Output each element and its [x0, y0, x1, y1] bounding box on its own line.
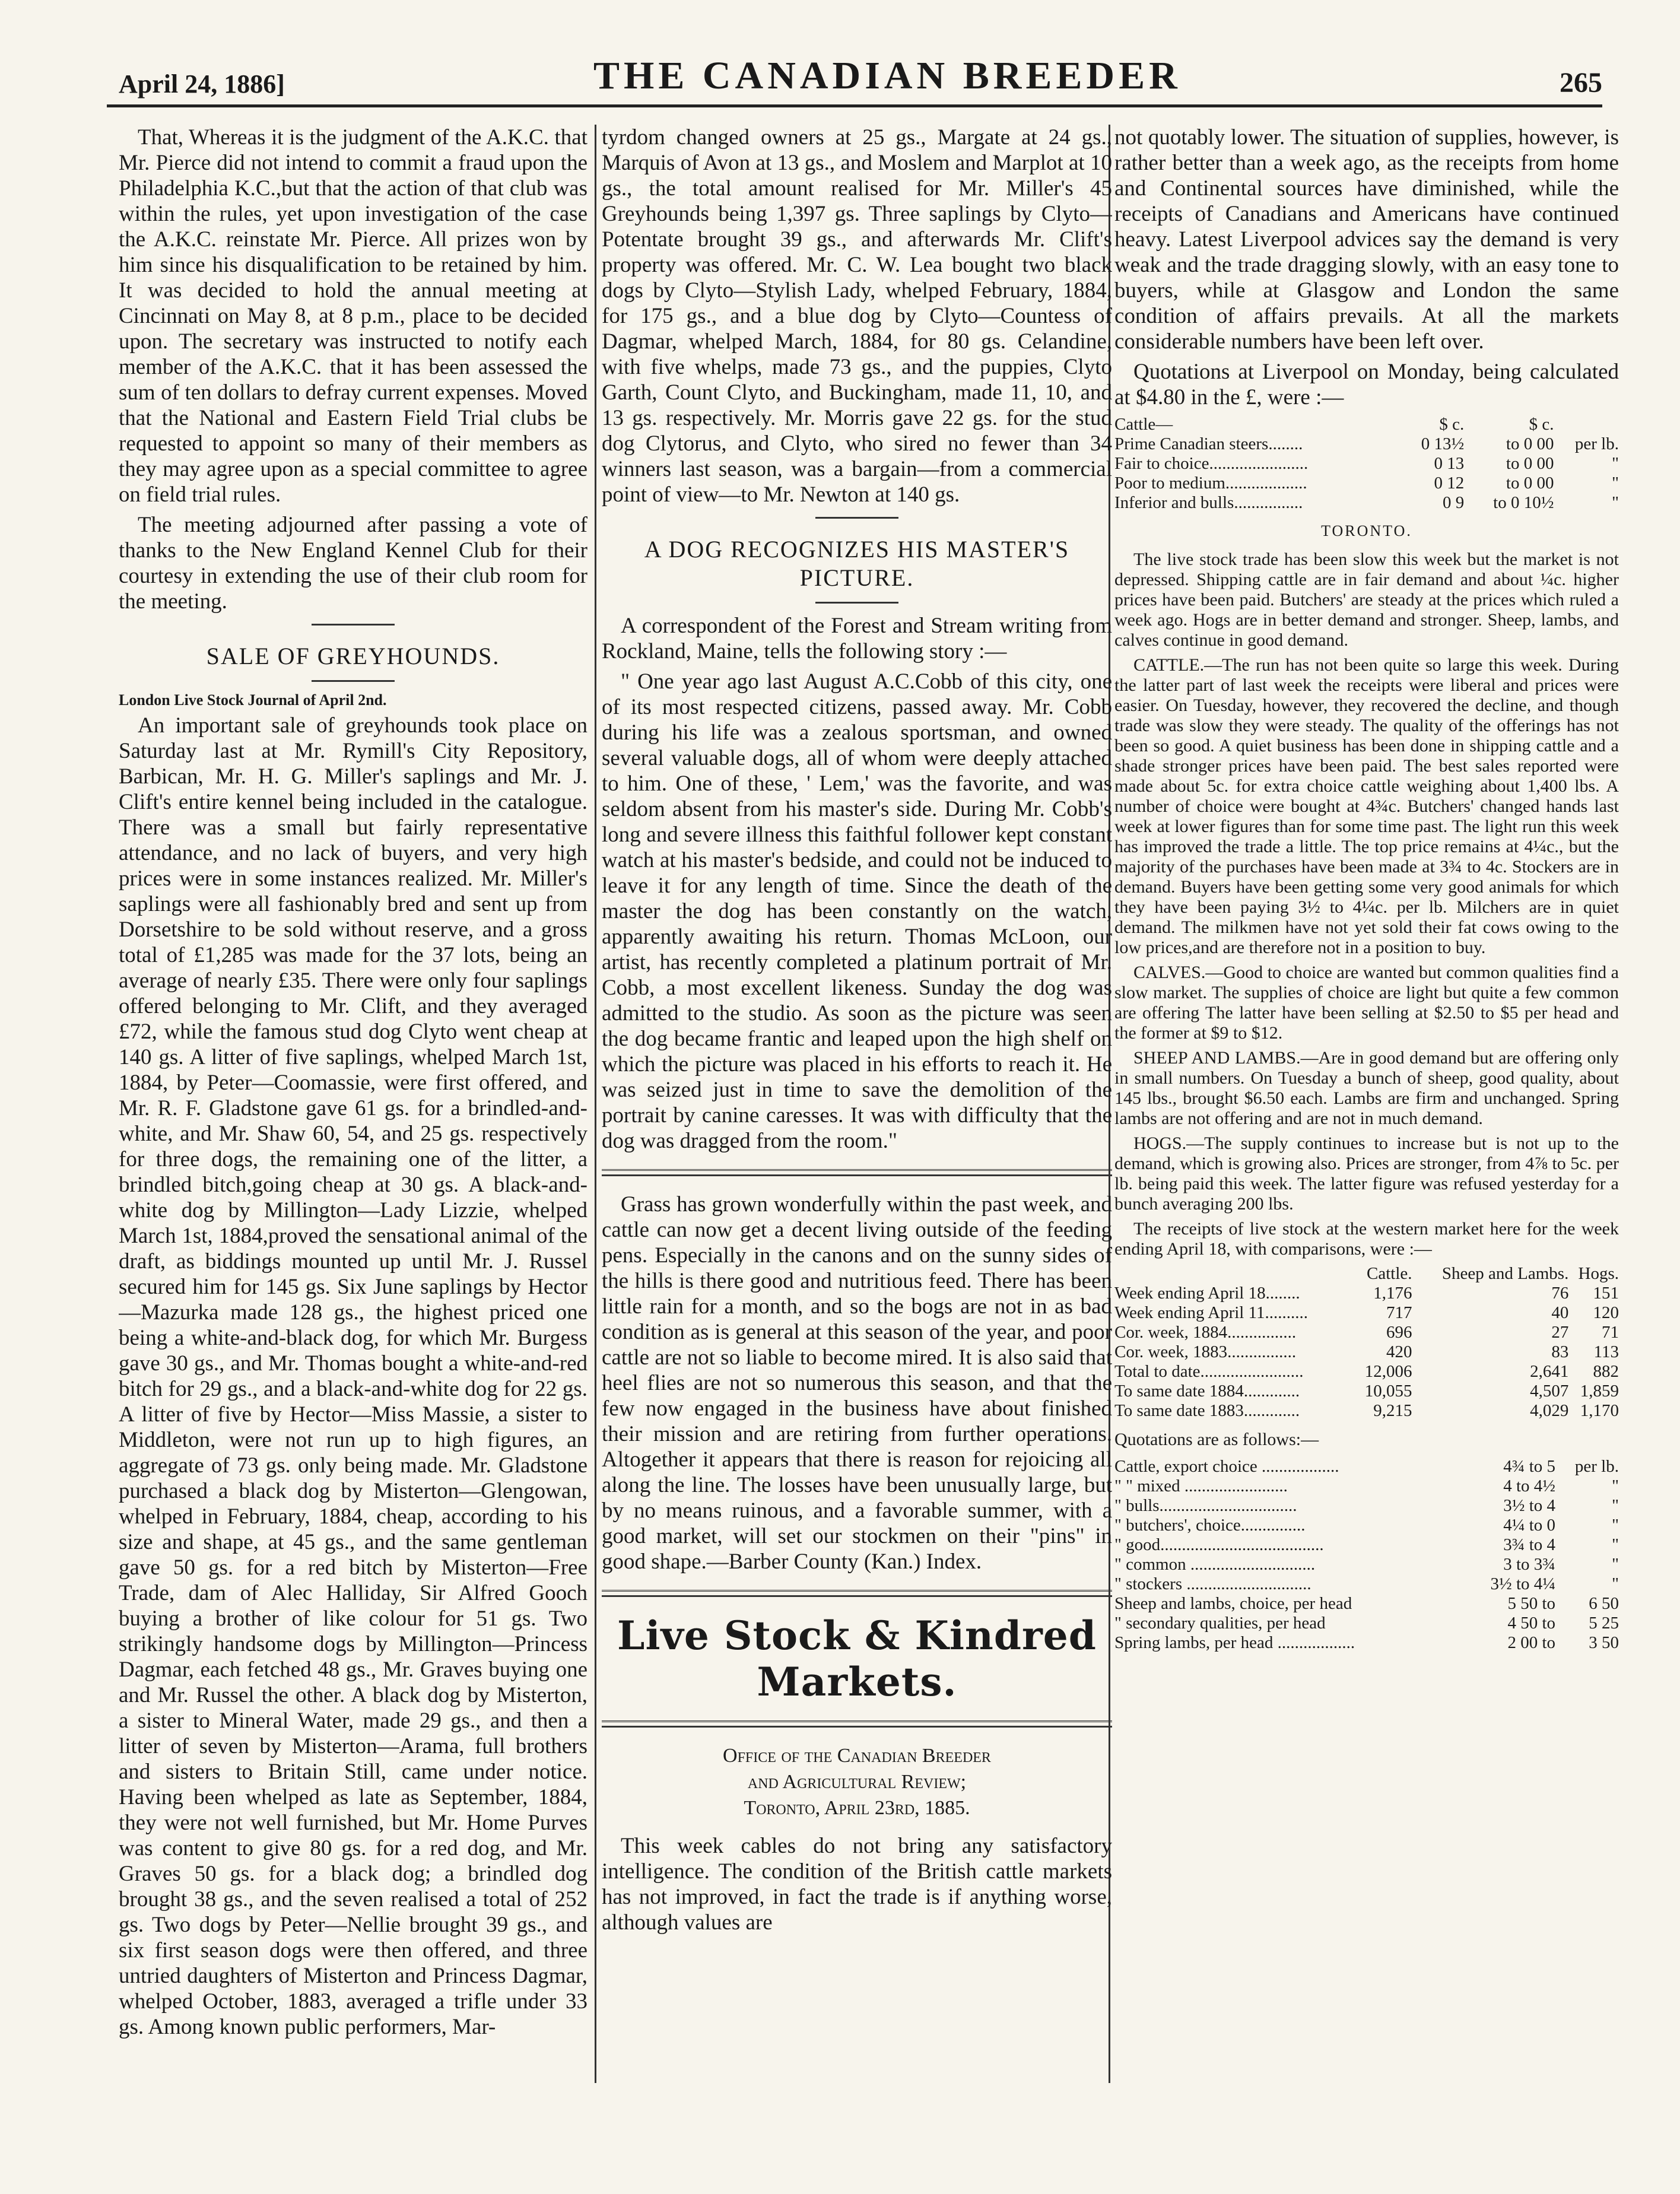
article-heading-greyhounds: SALE OF GREYHOUNDS. — [206, 643, 500, 669]
table-cell: 4¾ to 5 — [1503, 1457, 1556, 1476]
masthead-title: THE CANADIAN BREEDER — [593, 54, 1182, 97]
table-row — [1114, 1284, 1619, 1303]
grass-paragraph: Grass has grown wonderfully within the past week, and cattle can now get a decent living outside of the feeding pens. Especially in the canons and on the sunny sides of the hills is there good and nutritious feed. There has been little rain for a month, and so the bogs are not in as bad condition as is general at this season of the year, and poor cattle are not so liable to become mired. It is also said that heel flies are not so numerous this season, and that the few now engaged in the business have about finished their mission and are retiring from further operations. Altogether it appears that there is reason for rejoicing all along the line. The losses have been unusually large, but by no means ruinous, and a favorable summer, with a good market, will set our stockmen on their "pins" in good shape.—Barber County (Kan.) Index. — [602, 1192, 1112, 1574]
table-cell: 0 12 — [1434, 474, 1465, 493]
table-cell: " — [1612, 474, 1619, 493]
table-cell: per lb. — [1574, 434, 1619, 453]
table-cell: 71 — [1602, 1323, 1619, 1342]
dog-story-paragraph: " One year ago last August A.C.Cobb of this city, one of its most respected citizens, passed away. Mr. Cobb during his life was a zealous sportsman, and owned several valuable dogs, all of whom were deeply attached to him. One of these, ' Lem,' was the favorite, and was seldom absent from his master's side. During Mr. Cobb's long and severe illness this faithful follower kept constant watch at his master's bedside, and could not be induced to leave it for any length of time. Since the death of the master the dog has been constantly on the watch, apparently awaiting his return. Thomas McLoon, our artist, has recently completed a platinum portrait of Mr. Cobb, a most excellent likeness. Sunday the dog was admitted to the studio. As soon as the picture was seen the dog became frantic and leaped upon the high shelf on which the picture was placed in his efforts to reach it. He was seized just in time to save the demolition of the portrait by canine caresses. It was with difficulty that the dog was dragged from the room." — [602, 669, 1112, 1153]
table-row — [1114, 1401, 1619, 1421]
office-dateline — [602, 1743, 1112, 1821]
table-cell: 10,055 — [1364, 1382, 1412, 1401]
table-cell — [1554, 415, 1619, 434]
table-cell: " — [1612, 1535, 1619, 1554]
table-row — [1114, 474, 1619, 493]
table-cell: to 0 00 — [1506, 474, 1554, 493]
table-row — [1114, 1457, 1619, 1477]
table-cell: Sheep and lambs, choice, per head — [1114, 1594, 1352, 1613]
table-cell: " — [1612, 1477, 1619, 1496]
table-row — [1114, 1382, 1619, 1401]
table-cell: 3½ to 4¼ — [1490, 1574, 1556, 1593]
table-cell: Inferior and bulls................ — [1114, 493, 1303, 512]
table-cell: to 0 10½ — [1493, 493, 1554, 512]
table-row — [1114, 1574, 1619, 1594]
table-cell: 4,507 — [1530, 1382, 1569, 1401]
table-cell: 4 to 4½ — [1503, 1477, 1556, 1496]
table-row — [1114, 1362, 1619, 1382]
table-cell: 1,170 — [1580, 1401, 1619, 1420]
article-heading-dog: A DOG RECOGNIZES HIS MASTER'S PICTURE. — [644, 536, 1070, 591]
table-cell: 27 — [1551, 1323, 1569, 1342]
table-cell: Cattle. — [1367, 1264, 1412, 1283]
table-row — [1114, 415, 1619, 434]
table-cell: per lb. — [1574, 1457, 1619, 1476]
supplies-paragraph: not quotably lower. The situation of supplies, however, is rather better than a week ago, as the receipts from home and Continental sources have diminished, while the receipts of Canadians and Americans have continued heavy. Latest Liverpool advices say the demand is very weak and the trade dragging slowly, with an easy tone to buyers, while at Glasgow and London the same condition of affairs prevails. At all the markets considerable numbers have been left over. — [1114, 125, 1619, 354]
table-cell: " — [1612, 493, 1619, 512]
table-cell: 3 50 — [1589, 1633, 1619, 1652]
table-row — [1114, 1535, 1619, 1555]
table-cell: 3½ to 4 — [1503, 1496, 1556, 1515]
table-cell: to 0 00 — [1506, 454, 1554, 473]
table-cell: 717 — [1386, 1303, 1412, 1322]
table-cell: Spring lambs, per head .................. — [1114, 1633, 1355, 1652]
table-cell: To same date 1883............. — [1114, 1401, 1300, 1420]
table-row — [1114, 1496, 1619, 1516]
table-cell: Cor. week, 1883................ — [1114, 1342, 1297, 1361]
table-cell: 3 to 3¾ — [1503, 1555, 1556, 1574]
receipts-intro: The receipts of live stock at the western market here for the week ending April 18, with comparisons, were :— — [1114, 1219, 1619, 1259]
table-cell: 83 — [1551, 1342, 1569, 1361]
table-row — [1114, 1303, 1619, 1323]
double-rule — [602, 1590, 1112, 1597]
section-rule — [815, 517, 898, 519]
office-line-1: Office of the Canadian Breeder — [723, 1745, 991, 1767]
table-row — [1114, 1477, 1619, 1496]
header-rule — [107, 104, 1602, 107]
table-cell: " stockers ............................. — [1114, 1574, 1311, 1593]
page-number: 265 — [1560, 67, 1602, 99]
table-cell: " common ............................. — [1114, 1555, 1316, 1574]
office-line-2: and Agricultural Review; — [747, 1771, 967, 1793]
toronto-trade-paragraph: The live stock trade has been slow this week but the market is not depressed. Shipping cattle are in fair demand and about ¼c. higher prices have been paid. Butchers' are steady at the prices which ruled a week ago. Hogs are in better demand and stronger. Sheep, lambs, and calves continue in good demand. — [1114, 550, 1619, 650]
table-cell: " — [1612, 1555, 1619, 1574]
column-2 — [602, 125, 1112, 2077]
office-line-3: Toronto, April 23rd, 1885. — [744, 1797, 970, 1819]
greyhound-sale-continued: tyrdom changed owners at 25 gs., Margate at 24 gs., Marquis of Avon at 13 gs., and Moslem and Marplot at 10 gs., the total amount realised for Mr. Miller's 45 Greyhounds being 1,397 gs. Three saplings by Clyto—Potentate brought 39 gs., and afterwards Mr. Clift's property was offered. Mr. C. W. Lea bought two black dogs by Clyto—Stylish Lady, whelped February, 1884, for 175 gs., and a blue dog by Clyto—Countess of Dagmar, whelped March, 1884, for 80 gs. Celandine, with five whelps, made 73 gs., and the puppies, Clyto Garth, Count Clyto, and Buckingham, made 11, 10, and 13 gs. respectively. Mr. Morris gave 22 gs. for the stud dog Clytorus, and Clyto, who sired no fewer than 34 winners last season, was a bargain—from a commercial point of view—to Mr. Newton at 140 gs. — [602, 125, 1112, 507]
table-cell: Week ending April 11.......... — [1114, 1303, 1309, 1322]
table-cell: 2 00 to — [1507, 1633, 1556, 1652]
table-cell: 0 13 — [1434, 454, 1465, 473]
sheep-lambs-paragraph: SHEEP AND LAMBS.—Are in good demand but are offering only in small numbers. On Tuesday a bunch of sheep, good quality, about 145 lbs., brought $6.50 each. Lambs are firm and unchanged. Spring lambs are not offering and are not in much demand. — [1114, 1048, 1619, 1128]
table-cell: $ c. — [1529, 415, 1554, 434]
kennel-club-paragraph: That, Whereas it is the judgment of the A.K.C. that Mr. Pierce did not intend to commit a fraud upon the Philadelphia K.C.,but that the action of that club was within the rules, yet upon investigation of the case the A.K.C. reinstate Mr. Pierce. All prizes won by him since his disqualification to be retained by him. It was decided to hold the annual meeting at Cincinnati on May 8, at 8 p.m., place to be decided upon. The secretary was instructed to notify each member of the A.K.C. that it has been assessed the sum of ten dollars to defray current expenses. Moved that the National and Eastern Field Trial clubs be requested to appoint so many of their members as they may agree upon as a special committee to agree on field trial rules. — [119, 125, 587, 507]
table-row — [1114, 493, 1619, 513]
table-cell: To same date 1884............. — [1114, 1382, 1300, 1401]
meeting-adjourned-paragraph: The meeting adjourned after passing a vote of thanks to the New England Kennel Club for their courtesy in extending the use of their club room for the meeting. — [119, 513, 587, 614]
table-cell: " good...................................... — [1114, 1535, 1324, 1554]
table-cell: to 0 00 — [1506, 434, 1554, 453]
table-cell: Prime Canadian steers........ — [1114, 434, 1303, 453]
section-rule — [312, 624, 395, 626]
table-cell: 5 50 to — [1507, 1594, 1556, 1613]
cables-paragraph: This week cables do not bring any satisfactory intelligence. The condition of the British cattle markets has not improved, in fact the trade is if anything worse, although values are — [602, 1834, 1112, 1935]
table-row — [1114, 1516, 1619, 1535]
table-cell: " — [1612, 1574, 1619, 1593]
liverpool-quotations-table — [1114, 415, 1619, 513]
double-rule — [602, 1169, 1112, 1176]
table-cell: 6 50 — [1589, 1594, 1619, 1613]
table-row — [1114, 1594, 1619, 1614]
table-row — [1114, 1342, 1619, 1362]
table-cell: " — [1612, 454, 1619, 473]
issue-date: April 24, 1886] — [119, 69, 285, 99]
table-row — [1114, 1614, 1619, 1633]
hogs-paragraph: HOGS.—The supply continues to increase but is not up to the demand, which is growing also. Prices are stronger, from 4⅞ to 5c. per lb. being paid this week. The latter figure was refused yesterday for a bunch averaging 200 lbs. — [1114, 1133, 1619, 1214]
table-row — [1114, 434, 1619, 454]
markets-heading: Live Stock & Kindred Markets. — [617, 1612, 1097, 1705]
page-header — [83, 49, 1626, 108]
dog-intro-paragraph: A correspondent of the Forest and Stream writing from Rockland, Maine, tells the following story :— — [602, 614, 1112, 663]
table-cell: " butchers', choice............... — [1114, 1516, 1306, 1535]
greyhound-sale-paragraph: An important sale of greyhounds took place on Saturday last at Mr. Rymill's City Repository, Barbican, Mr. H. G. Miller's saplings and Mr. J. Clift's entire kennel being included in the catalogue. There was a small but fairly representative attendance, and no lack of buyers, and very high prices were in some instances realized. Mr. Miller's saplings were all fashionably bred and sent up from Dorsetshire to be sold without reserve, and a gross total of £1,285 was made for the 37 lots, being an average of nearly £35. There were only four saplings offered belonging to Mr. Clift, and they averaged £72, while the famous stud dog Clyto went cheap at 140 gs. A litter of five saplings, whelped March 1st, 1884, by Peter—Coomassie, were first offered, and Mr. R. F. Gladstone gave 61 gs. for a brindled-and-white, and Mr. Shaw 60, 54, and 25 gs. respectively for three dogs, the remaining one of the litter, a brindled bitch,going cheap at 30 gs. A black-and-white dog by Millington—Lady Lizzie, whelped March 1st, 1884,proved the sensational animal of the draft, as biddings mounted up until Mr. J. Russel secured him for 145 gs. Six June saplings by Hector—Mazurka made 128 gs., the highest priced one being a white-and-black dog, for which Mr. Burgess gave 30 gs., and Mr. Thomas bought a white-and-red bitch for 29 gs., and a black-and-white dog for 22 gs. A litter of five by Hector—Miss Massie, a sister to Middleton, were not run up to high figures, an aggregate of 73 gs. only being made. Mr. Gladstone purchased a black dog by Misterton—Glengowan, whelped in February, 1884, cheap, according to his size and shape, at 45 gs., and the same gentleman gave 50 gs. for a red bitch by Misterton—Free Trade, dam of Alec Halliday, Sir Alfred Gooch buying a brother of like colour for 51 gs. Two strikingly handsome dogs by Millington—Princess Dagmar, each fetched 48 gs., Mr. Graves buying one and Mr. Russel the other. A black dog by Misterton, a sister to Mineral Water, made 29 gs., and then a litter of seven by Misterton—Arama, full brothers and sisters to Britain Still, came under notice. Having been whelped as late as September, 1884, they were not well furnished, but Mr. Home Purves was content to give 80 gs. for a red dog, and Mr. Graves 50 gs. for a black dog; a brindled dog brought 38 gs., and the seven realised a total of 252 gs. Two dogs by Peter—Nellie brought 39 gs., and six first season dogs were then offered, and three untried daughters of Misterton and Princess Dagmar, whelped October, 1883, averaged a trifle under 33 gs. Among known public performers, Mar- — [119, 713, 587, 2039]
table-cell: 151 — [1593, 1284, 1619, 1303]
table-cell: 4¼ to 0 — [1503, 1516, 1556, 1535]
table-cell: 113 — [1593, 1342, 1619, 1361]
cattle-paragraph: CATTLE.—The run has not been quite so large this week. During the latter part of last week the receipts were liberal and prices were easier. On Tuesday, however, they recovered the decline, and though trade was slow they were steady. The quality of the offerings has not been so good. A quiet business has been done in shipping cattle and a shade stronger prices have been paid. The best sales reported were made about 5c. for extra choice cattle weighing about 1,400 lbs. A number of choice were bought at 4¾c. Butchers' changed hands last week at lower figures than for some time past. The light run this week has improved the trade a little. The top price remains at 4¼c., but the majority of the purchases have been made at 3¾ to 4c. Stockers are in demand. Buyers have been getting some very good animals for which they have been paying 3½ to 4¼c. per lb. Milchers are in quiet demand. The milkmen have not yet sold their fat cows owing to the low prices,and are therefore not in a position to buy. — [1114, 655, 1619, 957]
table-cell: 120 — [1593, 1303, 1619, 1322]
table-cell: 0 13½ — [1421, 434, 1465, 453]
table-cell: 4,029 — [1530, 1401, 1569, 1420]
table-cell: " " mixed ........................ — [1114, 1477, 1288, 1496]
table-cell: 40 — [1551, 1303, 1569, 1322]
table-cell: Sheep and Lambs. — [1441, 1264, 1569, 1283]
section-rule — [815, 602, 898, 604]
table-cell: Total to date........................ — [1114, 1362, 1304, 1381]
table-cell: 5 25 — [1589, 1614, 1619, 1633]
quotations-intro: Quotations are as follows:— — [1114, 1430, 1319, 1449]
section-rule — [312, 680, 395, 682]
table-cell: 0 9 — [1443, 493, 1465, 512]
table-row — [1114, 1264, 1619, 1284]
table-cell: 1,859 — [1580, 1382, 1619, 1401]
table-row — [1114, 454, 1619, 474]
table-cell: 4 50 to — [1507, 1614, 1556, 1633]
table-cell: " secondary qualities, per head — [1114, 1614, 1326, 1633]
column-1 — [119, 125, 587, 2077]
column-3 — [1114, 125, 1619, 2077]
toronto-quotations-table — [1114, 1457, 1619, 1653]
table-cell: $ c. — [1439, 415, 1465, 434]
double-rule — [602, 1720, 1112, 1728]
table-row — [1114, 1555, 1619, 1574]
table-cell: Week ending April 18........ — [1114, 1284, 1300, 1303]
table-cell: " — [1612, 1516, 1619, 1535]
table-cell — [1114, 1264, 1354, 1284]
table-cell: 9,215 — [1373, 1401, 1412, 1420]
calves-paragraph: CALVES.—Good to choice are wanted but common qualities find a slow market. The supplies of choice are light but quite a few common are offering The latter have been selling at $2.50 to $5 per head and the former at $9 to $12. — [1114, 963, 1619, 1043]
liverpool-intro: Quotations at Liverpool on Monday, being calculated at $4.80 in the £, were :— — [1114, 360, 1619, 409]
table-cell: 882 — [1593, 1362, 1619, 1381]
table-cell: 76 — [1551, 1284, 1569, 1303]
table-cell: Hogs. — [1578, 1264, 1619, 1283]
column-divider — [595, 125, 596, 2083]
table-cell: 2,641 — [1530, 1362, 1569, 1381]
receipts-table — [1114, 1264, 1619, 1421]
table-cell: " — [1612, 1496, 1619, 1515]
table-cell: 3¾ to 4 — [1503, 1535, 1556, 1554]
table-row — [1114, 1323, 1619, 1342]
table-row — [1114, 1633, 1619, 1653]
table-cell: 420 — [1386, 1342, 1412, 1361]
toronto-heading: TORONTO. — [1321, 522, 1412, 539]
table-cell: 696 — [1386, 1323, 1412, 1342]
table-cell: 12,006 — [1364, 1362, 1412, 1381]
table-cell: 1,176 — [1373, 1284, 1412, 1303]
article-source: London Live Stock Journal of April 2nd. — [119, 691, 387, 709]
table-cell: Poor to medium................... — [1114, 474, 1307, 493]
table-cell: Cattle, export choice .................. — [1114, 1457, 1339, 1476]
table-cell: " bulls................................ — [1114, 1496, 1297, 1515]
table-cell: Fair to choice....................... — [1114, 454, 1309, 473]
table-cell: Cattle— — [1114, 415, 1173, 434]
table-cell: Cor. week, 1884................ — [1114, 1323, 1297, 1342]
